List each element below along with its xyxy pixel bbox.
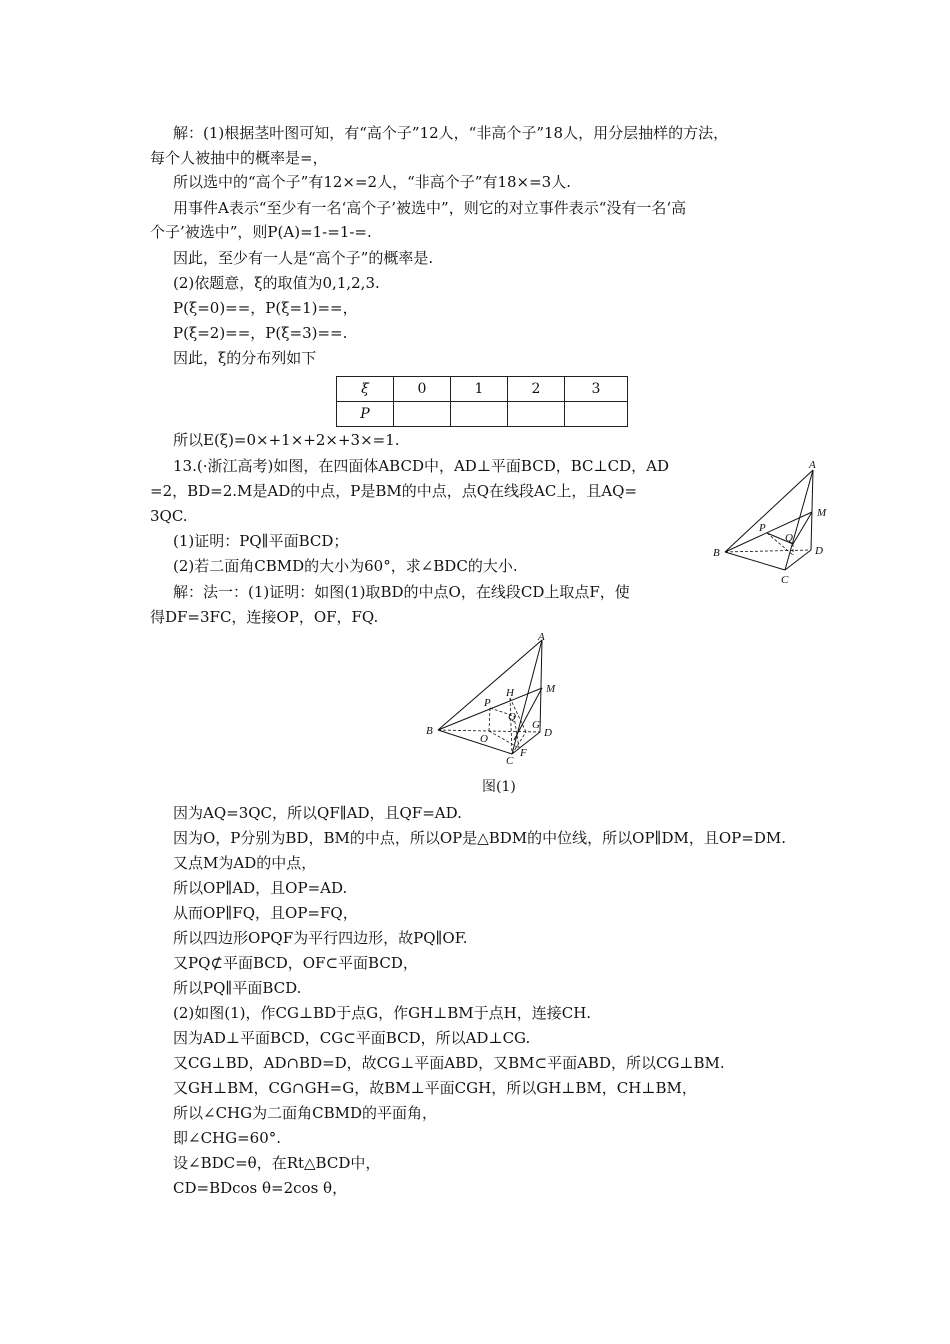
text-line: 所以OP∥AD，且OP=AD. [173, 879, 348, 897]
table-cell [451, 402, 508, 427]
text-line: 因此，至少有一人是“高个子”的概率是. [173, 249, 434, 267]
figure-label: Q [785, 532, 793, 544]
table-cell [508, 402, 565, 427]
figure-label: P [759, 522, 766, 534]
table-row [337, 377, 628, 402]
text-line: (2)若二面角CBMD的大小为60°，求∠BDC的大小. [173, 557, 518, 575]
figure-label: D [544, 727, 552, 739]
text-line: 因为AQ=3QC，所以QF∥AD，且QF=AD. [173, 804, 462, 822]
text-line: 每个人被抽中的概率是=， [150, 149, 328, 167]
figure-label: P [484, 697, 491, 709]
text-line: 因为O，P分别为BD，BM的中点，所以OP是△BDM的中位线，所以OP∥DM，且OP=DM. [173, 829, 786, 847]
distribution-table [336, 376, 628, 427]
table-cell [565, 402, 628, 427]
text-line: (1)证明：PQ∥平面BCD； [173, 532, 349, 550]
text-line: 设∠BDC=θ，在Rt△BCD中， [173, 1154, 381, 1172]
figure-label: O [480, 733, 488, 745]
text-line: 所以E(ξ)=0×+1×+2×+3×=1. [173, 431, 400, 449]
figure-label: M [546, 683, 556, 695]
figure-caption: 图(1) [482, 779, 516, 795]
text-line: 即∠CHG=60°. [173, 1129, 282, 1147]
text-line: 所以PQ∥平面BCD. [173, 979, 302, 997]
text-line: 又PQ⊄平面BCD，OF⊂平面BCD， [173, 954, 418, 972]
text-line: 又点M为AD的中点， [173, 854, 317, 872]
figure-label: C [506, 755, 514, 767]
text-line: (2)依题意，ξ的取值为0,1,2,3. [173, 274, 380, 292]
text-line: =2，BD=2.M是AD的中点，P是BM的中点，点Q在线段AC上，且AQ= [150, 482, 638, 500]
figure-label: A [538, 631, 545, 643]
text-line: 得DF=3FC，连接OP，OF，FQ. [150, 608, 379, 626]
text-line: 又GH⊥BM，CG∩GH=G，故BM⊥平面CGH，所以GH⊥BM，CH⊥BM， [173, 1079, 697, 1097]
figure-label: D [815, 545, 823, 557]
table-cell: ξ [337, 377, 394, 402]
figure-label: C [781, 574, 789, 586]
text-line: 又CG⊥BD，AD∩BD=D，故CG⊥平面ABD，又BM⊂平面ABD，所以CG⊥BM. [173, 1054, 725, 1072]
table-cell: 0 [394, 377, 451, 402]
text-line: 3QC. [150, 507, 188, 525]
text-line: 因此，ξ的分布列如下 [173, 349, 317, 367]
figure-label: F [520, 747, 527, 759]
figure-label: H [506, 687, 514, 699]
text-line: (2)如图(1)，作CG⊥BD于点G，作GH⊥BM于点H，连接CH. [173, 1004, 592, 1022]
figure-label: M [817, 507, 827, 519]
table-row [337, 402, 628, 427]
figure-label: A [809, 459, 816, 471]
figure-label: B [713, 547, 720, 559]
text-line: 解：法一：(1)证明：如图(1)取BD的中点O，在线段CD上取点F，使 [173, 583, 630, 601]
text-line: P(ξ=2)==，P(ξ=3)==. [173, 324, 348, 342]
text-line: 用事件A表示“至少有一名‘高个子’被选中”，则它的对立事件表示“没有一名‘高 [173, 199, 687, 217]
text-line: CD=BDcos θ=2cos θ， [173, 1179, 348, 1197]
text-line: 个子’被选中”，则P(A)=1-=1-=. [150, 223, 372, 241]
text-line: 从而OP∥FQ，且OP=FQ， [173, 904, 358, 922]
table-cell: P [337, 402, 394, 427]
tetrahedron-figure [705, 458, 845, 588]
text-line: 13.(·浙江高考)如图，在四面体ABCD中，AD⊥平面BCD，BC⊥CD，AD [173, 457, 669, 475]
construction-figure [420, 630, 570, 770]
text-line: 所以选中的“高个子”有12×=2人，“非高个子”有18×=3人. [173, 173, 571, 191]
figure-label: B [426, 725, 433, 737]
table-cell: 1 [451, 377, 508, 402]
text-line: 因为AD⊥平面BCD，CG⊂平面BCD，所以AD⊥CG. [173, 1029, 531, 1047]
text-line: 所以四边形OPQF为平行四边形，故PQ∥OF. [173, 929, 468, 947]
figure-label: Q [508, 711, 516, 723]
figure-label: G [532, 719, 540, 731]
table-cell: 3 [565, 377, 628, 402]
text-line: P(ξ=0)==，P(ξ=1)==， [173, 299, 358, 317]
table-cell [394, 402, 451, 427]
table-cell: 2 [508, 377, 565, 402]
text-line: 所以∠CHG为二面角CBMD的平面角， [173, 1104, 437, 1122]
text-line: 解：(1)根据茎叶图可知，有“高个子”12人，“非高个子”18人，用分层抽样的方法， [173, 124, 729, 142]
